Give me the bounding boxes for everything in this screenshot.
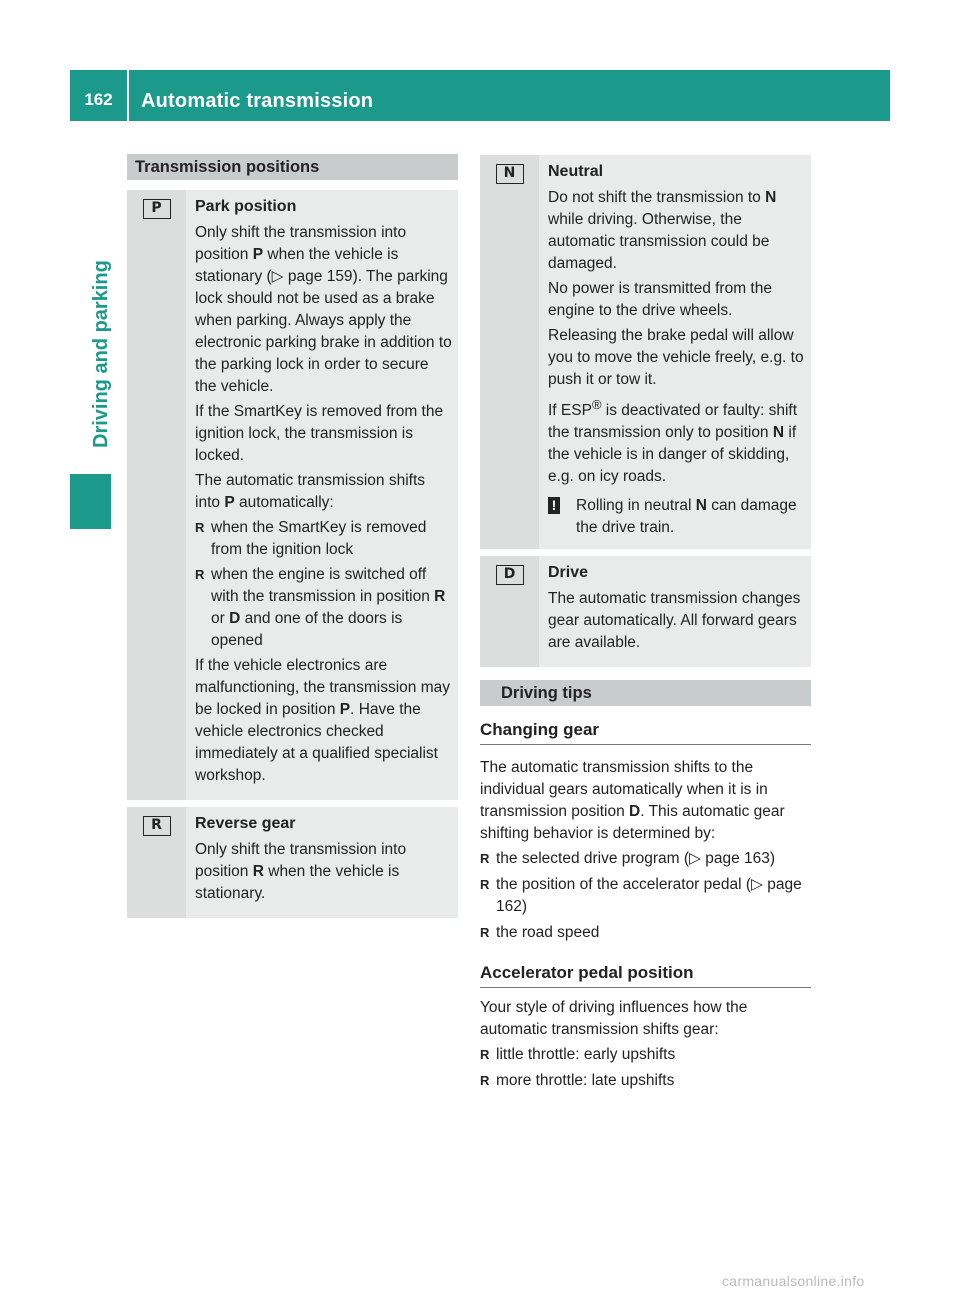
transmission-positions-table-left <box>127 190 458 925</box>
page-number: 162 <box>84 90 113 109</box>
side-tab-marker <box>70 474 111 529</box>
subheading-accelerator-pedal: Accelerator pedal position <box>480 959 811 988</box>
warning-note: ! Rolling in neutral N can damage the drive train. <box>548 495 805 539</box>
page-reference-link[interactable]: page 162 <box>496 876 802 915</box>
page-ref-arrow-icon: ▷ <box>751 876 768 893</box>
list-item: R more throttle: late upshifts <box>480 1070 811 1092</box>
paragraph: Releasing the brake pedal will allow you to move the vehicle freely, e.g. to push it or tow it. <box>548 327 804 388</box>
list-item: R when the engine is switched off with the transmission in position R or D and one of the doors is opened <box>195 564 452 652</box>
neutral-symbol-icon: N <box>496 164 524 184</box>
gear-row-park <box>127 190 458 800</box>
list-item: R when the SmartKey is removed from the ignition lock <box>195 517 452 561</box>
paragraph: The automatic transmission changes gear automatically. All forward gears are available. <box>548 590 801 652</box>
paragraph: Only shift the transmission into position R when the vehicle is stationary. <box>195 841 407 902</box>
list-item: R the position of the accelerator pedal (▷ page 162) <box>480 874 811 918</box>
paragraph: Your style of driving influences how the automatic transmission shifts gear: <box>480 999 748 1038</box>
page-reference-link[interactable]: page 163 <box>705 850 770 867</box>
reverse-symbol-icon: R <box>143 816 171 836</box>
list-item: R the road speed <box>480 922 811 944</box>
gear-symbol-cell <box>127 807 186 918</box>
watermark: carmanualsonline.info <box>722 1273 865 1289</box>
paragraph: If the SmartKey is removed from the ignition lock, the transmission is locked. <box>195 403 444 464</box>
chapter-title: Automatic transmission <box>141 90 374 112</box>
paragraph: No power is transmitted from the engine to the drive wheels. <box>548 280 772 319</box>
list-item: R little throttle: early upshifts <box>480 1044 811 1066</box>
section-title-transmission-positions: Transmission positions <box>127 154 458 180</box>
gear-row-reverse <box>127 807 458 918</box>
gear-description <box>539 556 811 667</box>
park-symbol-icon: P <box>143 199 171 219</box>
page-ref-arrow-icon: ▷ <box>688 850 706 867</box>
gear-row-neutral <box>480 155 811 549</box>
row-title: Drive <box>548 564 589 582</box>
transmission-positions-table-right <box>480 155 811 674</box>
paragraph: If ESP® is deactivated or faulty: shift the transmission only to position N if the vehicle is in danger of skidding, e.g. on icy roads. <box>548 397 798 486</box>
gear-row-drive <box>480 556 811 667</box>
row-title: Park position <box>195 198 297 215</box>
subheading-changing-gear: Changing gear <box>480 716 811 745</box>
paragraph: Only shift the transmission into position P when the vehicle is stationary (▷ page 159). The parking lock should not be used as a brake when parking. Always apply the electronic parking brake in addition to the parking lock in order to secure the vehicle. <box>195 224 452 395</box>
gear-description <box>186 807 458 918</box>
warning-icon: ! <box>548 497 560 514</box>
side-tab-label: Driving and parking <box>90 260 112 448</box>
section-title-driving-tips: Driving tips <box>480 680 811 706</box>
page-reference-link[interactable]: page 159 <box>287 268 353 285</box>
paragraph: If the vehicle electronics are malfunctioning, the transmission may be locked in position P. Have the vehicle electronics checked immediately at a qualified specialist workshop. <box>195 657 451 784</box>
accelerator-body <box>480 997 811 1096</box>
gear-symbol-cell <box>480 155 539 549</box>
gear-description <box>539 155 811 549</box>
drive-symbol-icon: D <box>496 565 524 585</box>
changing-gear-body <box>480 757 811 948</box>
paragraph: Do not shift the transmission to N while driving. Otherwise, the automatic transmission could be damaged. <box>548 189 777 272</box>
row-title: Reverse gear <box>195 815 296 832</box>
header-divider <box>127 70 129 121</box>
row-title: Neutral <box>548 163 604 180</box>
paragraph: The automatic transmission shifts into P automatically: <box>195 472 426 511</box>
gear-symbol-cell <box>127 190 186 800</box>
gear-description <box>186 190 458 800</box>
page-ref-arrow-icon: ▷ <box>271 268 288 285</box>
list-item: R the selected drive program (▷ page 163) <box>480 848 811 870</box>
gear-symbol-cell <box>480 556 539 667</box>
paragraph: The automatic transmission shifts to the individual gears automatically when it is in transmission position D. This automatic gear shifting behavior is determined by: <box>480 759 785 842</box>
